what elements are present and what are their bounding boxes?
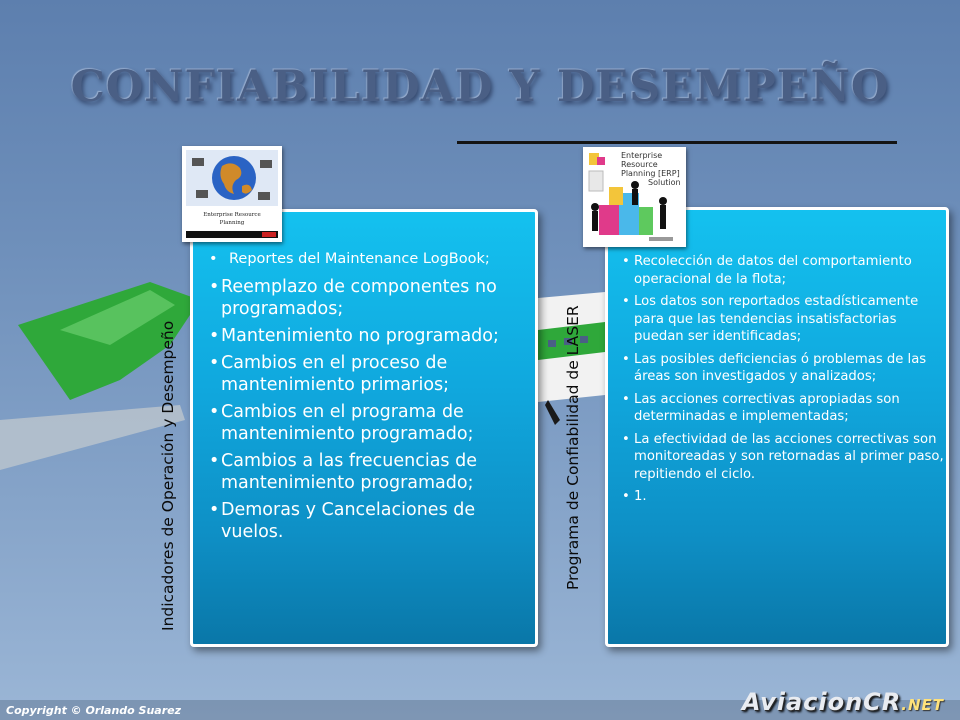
list-item: • La efectividad de las acciones correctivas son monitoreadas y son retornadas al primer paso, repitiendo el ciclo. (634, 431, 944, 484)
brand-logo-suffix: .NET (901, 696, 944, 714)
thumbnail-caption-line2: Planning (219, 220, 245, 226)
list-item: • Las posibles deficiencias ó problemas de las áreas son investigados y analizados; (634, 351, 944, 386)
list-item: • Los datos son reportados estadísticamente para que las tendencias insatisfactorias puedan ser identificadas; (634, 293, 944, 346)
list-item: • Reportes del Maintenance LogBook; (229, 250, 539, 269)
laser-reliability-program-panel (605, 207, 949, 647)
operation-indicators-panel (190, 209, 538, 647)
thumbnail-caption-line1: Enterprise (621, 151, 663, 160)
operation-indicators-list (221, 250, 539, 548)
thumbnail-caption-line3: Planning [ERP] (621, 169, 680, 178)
list-item: • 1. (634, 488, 944, 506)
list-item: • Cambios en el programa de mantenimiento programado; (221, 401, 539, 445)
slide-title: CONFIABILIDAD Y DESEMPEÑO (70, 62, 890, 112)
thumbnail-caption-line1: Enterprise Resource (203, 212, 261, 218)
list-item: • Las acciones correctivas apropiadas son determinadas e implementadas; (634, 391, 944, 426)
thumbnail-caption-line2: Resource (621, 160, 658, 169)
title-underline (457, 141, 897, 144)
thumbnail-caption-line4: Solution (648, 178, 681, 187)
erp-globe-thumbnail-image (182, 146, 282, 242)
list-item: • Recolección de datos del comportamiento operacional de la flota; (634, 253, 944, 288)
laser-reliability-vertical-label: Programa de Confiabilidad de LASER (564, 305, 582, 590)
brand-logo-main: AviacionCR (741, 688, 902, 716)
erp-solution-thumbnail-image (583, 147, 686, 247)
list-item: • Cambios a las frecuencias de mantenimiento programado; (221, 450, 539, 494)
list-item: • Demoras y Cancelaciones de vuelos. (221, 499, 539, 543)
copyright-text: Copyright © Orlando Suarez (6, 704, 182, 717)
list-item: • Mantenimiento no programado; (221, 325, 539, 347)
list-item: • Cambios en el proceso de mantenimiento primarios; (221, 352, 539, 396)
brand-logo (742, 688, 944, 716)
operation-indicators-vertical-label: Indicadores de Operación y Desempeño (159, 320, 177, 631)
list-item: • Reemplazo de componentes no programados; (221, 276, 539, 320)
reliability-program-list (634, 253, 944, 511)
